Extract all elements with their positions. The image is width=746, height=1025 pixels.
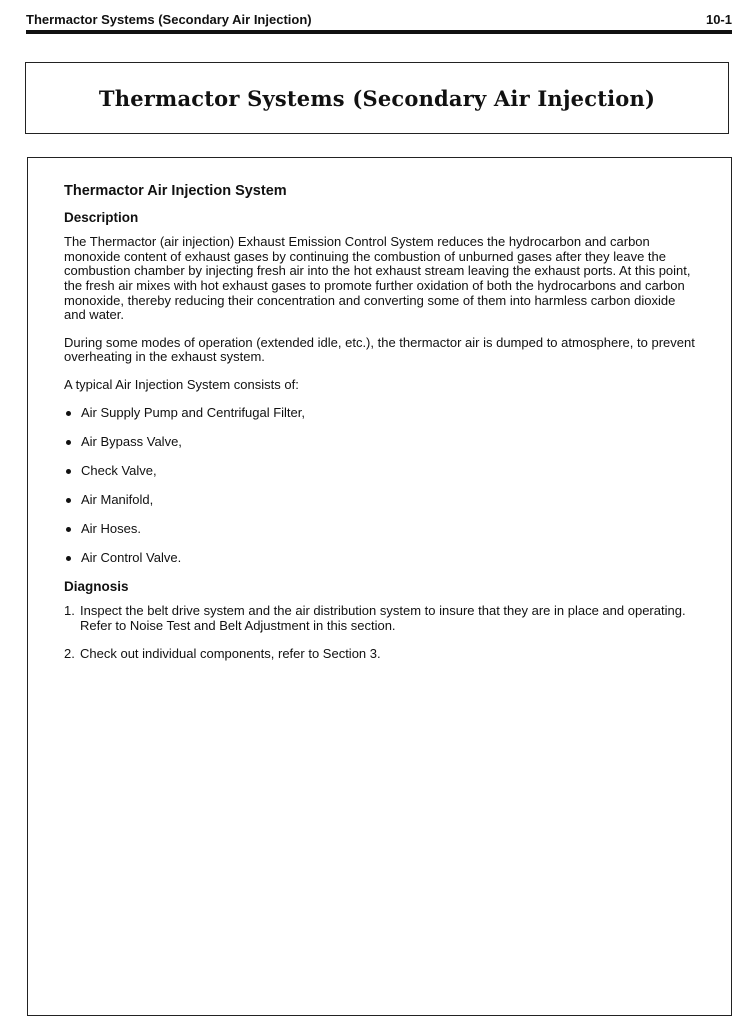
list-item-text: Air Control Valve.	[81, 549, 182, 565]
bullet-icon	[66, 556, 71, 561]
description-paragraph-1: The Thermactor (air injection) Exhaust Emission Control System reduces the hydrocarbon and carbon monoxide content of exhaust gases by continuing the combustion of unburned gases after they leave the combustion chamber by injecting fresh air into the hot exhaust stream leaving the exhaust ports. At this point, the fresh air mixes with hot exhaust gases to promote further oxidation of both the hydrocarbons and carbon monoxide, thereby reducing their concentration and converting some of them into harmless carbon dioxide and water.	[64, 234, 691, 323]
list-item-text: Check Valve,	[81, 462, 157, 478]
running-header-title: Thermactor Systems (Secondary Air Injection)	[26, 12, 312, 27]
list-item	[64, 406, 696, 435]
list-item-text: Air Hoses.	[81, 520, 141, 536]
list-item-text: Air Bypass Valve,	[81, 433, 182, 449]
diagnosis-steps	[64, 604, 696, 662]
step-number: 1.	[64, 603, 75, 619]
title-box	[25, 62, 729, 134]
list-item	[64, 435, 696, 464]
diagnosis-heading: Diagnosis	[64, 578, 129, 594]
bullet-icon	[66, 527, 71, 532]
components-intro: A typical Air Injection System consists of:	[64, 376, 299, 392]
diagnosis-step	[64, 647, 696, 662]
header-rule	[26, 30, 732, 34]
bullet-icon	[66, 440, 71, 445]
step-text: Inspect the belt drive system and the air distribution system to insure that they are in place and operating. Refer to Noise Test and Belt Adjustment in this section.	[80, 603, 686, 633]
list-item	[64, 464, 696, 493]
content-body	[64, 184, 696, 676]
list-item-text: Air Manifold,	[81, 491, 154, 507]
page-number: 10-1	[705, 12, 732, 27]
bullet-icon	[66, 411, 71, 416]
section-title: Thermactor Air Injection System	[64, 183, 287, 199]
running-header	[26, 10, 732, 30]
list-item	[64, 493, 696, 522]
list-item-text: Air Supply Pump and Centrifugal Filter,	[81, 404, 305, 420]
components-list	[64, 406, 696, 580]
list-item	[64, 522, 696, 551]
list-item	[64, 551, 696, 580]
page-title: Thermactor Systems (Secondary Air Injection)	[98, 85, 656, 111]
description-paragraph-2: During some modes of operation (extended idle, etc.), the thermactor air is dumped to atmosphere, to prevent overheating in the exhaust system.	[64, 334, 695, 365]
bullet-icon	[66, 498, 71, 503]
description-heading: Description	[64, 209, 139, 225]
bullet-icon	[66, 469, 71, 474]
step-number: 2.	[64, 646, 75, 662]
step-text: Check out individual components, refer to Section 3.	[80, 646, 381, 662]
content-box	[27, 157, 732, 1016]
diagnosis-step	[64, 604, 696, 633]
